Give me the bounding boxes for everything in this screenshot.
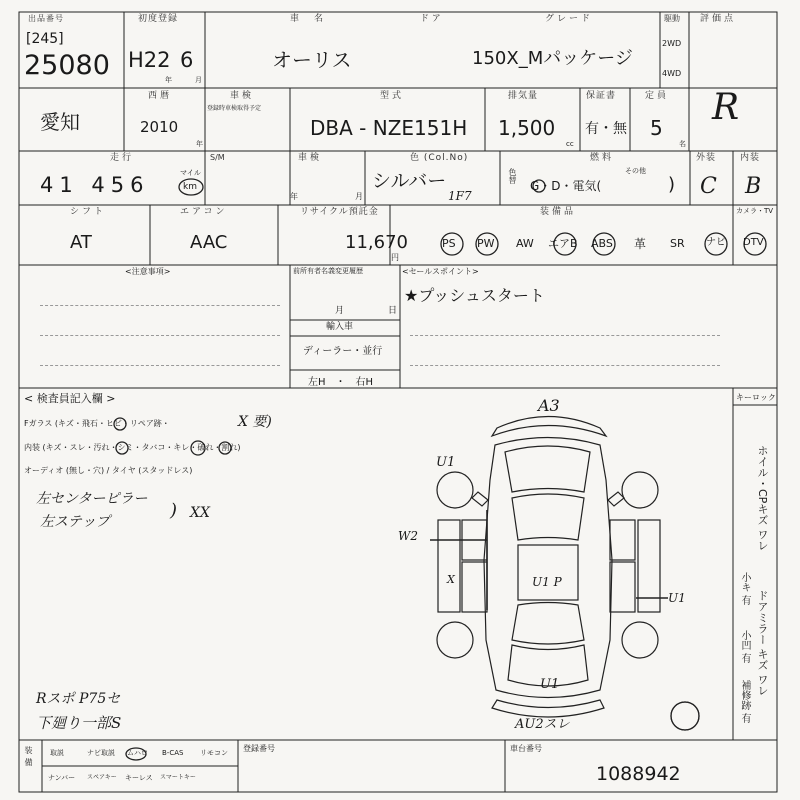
history-label: 前所有者名義変更履歴 [293,267,363,275]
region: 愛知 [40,110,80,134]
equipment-sr: SR [670,237,685,250]
capacity: 5 [650,116,663,140]
history-day: 日 [388,306,398,316]
model-code: DBA - NZE151H [310,116,468,140]
audio-line: オーディオ (無し・穴) / タイヤ (スタッドレス) [24,466,193,475]
mileage: 41 456 [40,173,150,197]
diagram-x-mark: X [447,573,455,586]
equipment-pw: PW [477,237,495,250]
side-note-repair: 補修跡 有 [739,680,750,724]
interior-line: 内装 (キズ・スレ・汚れ・シミ・タバコ・キレ・破れ・割れ) [24,443,241,452]
sales-label: 保証書 [586,91,617,101]
recycle-label: リサイクル預託金 [300,207,379,217]
footer-smart-key: スマートキー [160,774,196,781]
recycle-fee: 11,670 [345,232,408,253]
inspector-title: < 検査員記入欄 > [24,392,116,405]
lease-year-unit: 年 [290,192,298,201]
lease-label: 車検 [298,153,323,163]
footer-bcas: B-CAS [162,749,184,757]
notes-line-3 [40,365,280,366]
equipment-leather: 革 [634,237,647,251]
footer-spare-key: スペアキー [87,774,117,781]
diagram-w2: W2 [398,529,418,543]
rating-value: R [712,87,740,128]
chassis-number: 1088942 [596,763,681,785]
diagram-u1-right: U1 [668,591,686,605]
capacity-label: 定員 [645,91,670,101]
sales-value: 有・無 [585,121,627,137]
rating-label: 評価点 [700,14,737,24]
exterior-label: 外装 [696,153,717,163]
diagram-u1-rear: U1 [540,677,560,692]
footer-number: ナンバー [48,774,76,782]
fuel-label: 燃料 [590,153,615,163]
sales-point: ★プッシュスタート [404,286,545,305]
fuel-value: G・D・電気( [530,179,602,193]
interior-grade: B [745,174,762,199]
model-year-unit: 年 [196,140,203,148]
doors-label: ドア [420,14,444,24]
car-name-label: 車 名 [290,14,327,24]
keylock-label: キーロック [736,393,776,402]
ac: AAC [190,232,228,253]
diagram-u1-roof: U1 P [532,575,562,589]
color-label: 色 (Col.No) [410,153,469,163]
displacement-label: 排気量 [508,91,539,101]
odometer-label: S/M [210,153,225,162]
capacity-unit: 名 [679,140,686,148]
sales-point-label: <セールスポイント> [402,267,479,276]
history-month: 月 [335,306,345,316]
note-underbody: 下廻り一部S [36,714,122,732]
diagram-a3: A3 [538,396,560,415]
note-brace: ) [170,500,178,521]
ac-label: エアコン [180,207,228,217]
color-change-label: 色替 [508,168,517,184]
camera-label: カメラ・TV [736,207,774,215]
equipment-aw: AW [516,237,534,250]
drive-4wd: 4WD [662,69,682,78]
mileage-unit-km: km [183,182,197,192]
inspection-sub: 登録時車検取得予定 [207,105,262,112]
footer-remote: リモコン [200,749,228,757]
year-label: 西暦 [148,91,173,101]
equipment-navi: ナビ [706,237,726,248]
color: シルバー [372,170,447,192]
note-pillar: 左センターピラー [36,491,148,507]
glass-mark: X 要) [238,414,272,430]
diagram-u1-front-left: U1 [436,455,456,470]
shift: AT [70,232,92,253]
side-note-dent: 小凹 有 [739,630,750,664]
equipment-label: 装備品 [540,207,577,217]
first-reg-era: H22 [128,48,171,72]
notes-line-2 [40,335,280,336]
side-note-mirror: ドアミラー キズ ワレ [756,590,769,696]
mileage-unit-mile: マイル [180,169,201,177]
mileage-label: 走行 [110,153,135,163]
color-code: 1F7 [448,189,472,203]
equipment-airbag: エアB [548,237,578,250]
equipment-dtv: DTV [743,237,764,248]
lease-month-unit: 月 [355,192,363,201]
footer-manual: 取説 [50,749,64,757]
glass-line: Fガラス (キズ・飛石・ヒビ・リペア跡・ [24,419,170,428]
chassis-label: 車台番号 [510,744,542,753]
first-reg-month: 6 [180,48,194,72]
drive-label: 駆動 [664,14,680,23]
side-note-scratch: 小キ 有 [739,572,750,606]
exterior-grade: C [700,174,717,199]
fuel-close: ) [668,174,676,195]
car-name: オーリス [272,48,352,72]
shift-label: シフト [70,207,107,217]
note-rear-spoiler: Rスポ P75セ [36,691,121,707]
note-mark: XX [190,505,210,521]
lot-label: 出品番号 [28,14,64,23]
grade-label: グレード [545,14,594,24]
side-note-wheel: ホイル・CPキズ ワレ [756,445,769,551]
footer-navi-manual: ナビ取説 [87,749,115,757]
notes-label: <注意事項> [125,267,171,276]
first-reg-year-unit: 年 [165,76,172,84]
equipment-ps: PS [442,237,456,250]
grade: 150X_Mパッケージ [472,48,633,69]
drive-2wd: 2WD [662,39,682,48]
steering-label: 左H ・ 右H [308,377,374,388]
import-label: 輸入車 [326,322,354,332]
dealer-label: ディーラー・並行 [303,346,383,357]
diagram-rear-bumper: AU2スレ [515,717,570,732]
footer-warranty: ムハロ [127,749,148,757]
sales-line-2 [410,365,720,366]
displacement-unit: cc [566,140,574,148]
recycle-unit: 円 [391,253,399,262]
equipment-abs: ABS [591,237,613,250]
model-year: 2010 [140,118,179,136]
interior-label: 内装 [740,153,761,163]
model-label: 型式 [380,91,405,101]
lot-code: [245] [26,31,64,47]
displacement: 1,500 [498,116,556,140]
lot-number: 25080 [24,50,110,81]
note-step: 左ステップ [40,514,110,530]
fuel-other: その他 [625,167,646,175]
first-reg-month-unit: 月 [195,76,202,84]
footer-equip-label: 装備 [24,746,33,770]
footer-keyless: キーレス [125,774,153,782]
reg-number-label: 登録番号 [243,744,275,753]
inspection-label: 車検 [230,91,255,101]
sales-line-1 [410,335,720,336]
first-reg-label: 初度登録 [138,14,179,24]
notes-line-1 [40,305,280,306]
